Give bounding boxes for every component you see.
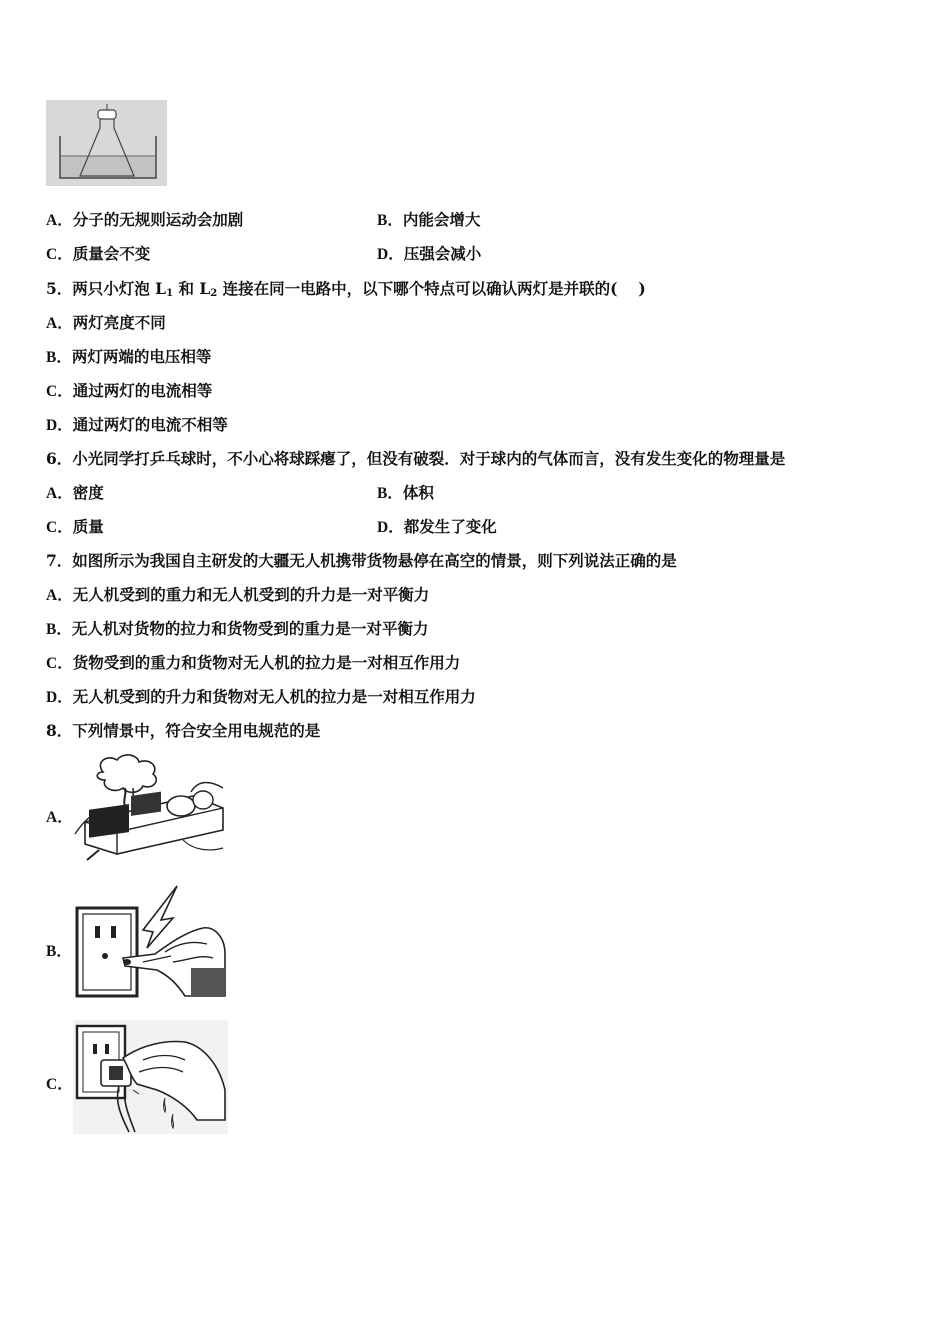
option-text: 质量	[72, 517, 104, 536]
q8-option-a-label: A．	[46, 809, 73, 826]
option-letter: B．	[377, 485, 403, 502]
option-text: 分子的无规则运动会加剧	[72, 210, 244, 229]
q6-stem: 6．小光同学打乒乓球时，不小心将球踩瘪了，但没有破裂．对于球内的气体而言，没有发生变化的物理量是	[46, 449, 786, 468]
q8-option-b-label: B．	[46, 943, 72, 960]
option-letter: A．	[46, 587, 73, 604]
option-letter: A．	[46, 212, 73, 229]
option-text: 体积	[402, 483, 434, 502]
q4-option-c	[46, 243, 150, 266]
q5-stem-part: 和 L	[173, 279, 211, 298]
option-text: 两灯亮度不同	[72, 313, 166, 332]
q6-option-c	[46, 516, 104, 539]
q7-option-c	[46, 652, 460, 675]
q5-option-a	[46, 312, 166, 335]
q5-stem-part: 5．两只小灯泡 L	[46, 279, 167, 298]
option-text: 通过两灯的电流相等	[72, 381, 213, 400]
q6-option-d	[377, 516, 497, 539]
option-text: 压强会减小	[403, 244, 482, 263]
q7-stem: 7．如图所示为我国自主研发的大疆无人机携带货物悬停在高空的情景，则下列说法正确的是	[46, 551, 677, 570]
option-letter: C．	[46, 383, 73, 400]
q5-option-b	[46, 346, 211, 369]
q5-option-c	[46, 380, 212, 403]
q4-option-d	[377, 243, 481, 266]
option-text: 货物受到的重力和货物对无人机的拉力是一对相互作用力	[72, 653, 461, 672]
option-text: 通过两灯的电流不相等	[72, 415, 228, 434]
option-letter: B．	[377, 212, 403, 229]
q7-option-d	[46, 686, 476, 709]
q4-option-a	[46, 209, 243, 232]
option-text: 质量会不变	[72, 244, 151, 263]
q5-stem	[46, 278, 646, 305]
option-letter: B．	[46, 349, 72, 366]
option-letter: A．	[46, 485, 73, 502]
option-letter: D．	[46, 689, 73, 706]
option-letter: C．	[46, 246, 73, 263]
overloaded-power-strip-figure	[73, 752, 226, 862]
q6-option-a	[46, 482, 104, 505]
option-letter: D．	[46, 417, 73, 434]
option-text: 无人机受到的升力和货物对无人机的拉力是一对相互作用力	[72, 687, 476, 706]
option-letter: D．	[377, 246, 404, 263]
option-text: 内能会增大	[402, 210, 481, 229]
flask-in-water-figure	[46, 100, 167, 186]
option-letter: C．	[46, 655, 73, 672]
q8-option-c-label: C．	[46, 1076, 73, 1093]
option-text: 无人机受到的重力和无人机受到的升力是一对平衡力	[72, 585, 430, 604]
q4-option-b	[377, 209, 480, 232]
option-text: 密度	[72, 483, 104, 502]
q7-option-a	[46, 584, 429, 607]
option-letter: C．	[46, 519, 73, 536]
q5-stem-part: 连接在同一电路中，以下哪个特点可以确认两灯是并联的( )	[217, 279, 646, 298]
outlet-shock-figure	[73, 884, 226, 1000]
option-text: 都发生了变化	[403, 517, 497, 536]
q5-subscript-1: 1	[166, 288, 174, 299]
q6-option-b	[377, 482, 434, 505]
q8-stem: 8．下列情景中，符合安全用电规范的是	[46, 721, 321, 740]
wet-hand-plug-figure	[73, 1020, 228, 1134]
option-letter: B．	[46, 621, 72, 638]
option-text: 两灯两端的电压相等	[71, 347, 212, 366]
q5-option-d	[46, 414, 228, 437]
option-text: 无人机对货物的拉力和货物受到的重力是一对平衡力	[71, 619, 429, 638]
q7-option-b	[46, 618, 428, 641]
option-letter: D．	[377, 519, 404, 536]
q5-subscript-2: 2	[210, 288, 218, 299]
option-letter: A．	[46, 315, 73, 332]
